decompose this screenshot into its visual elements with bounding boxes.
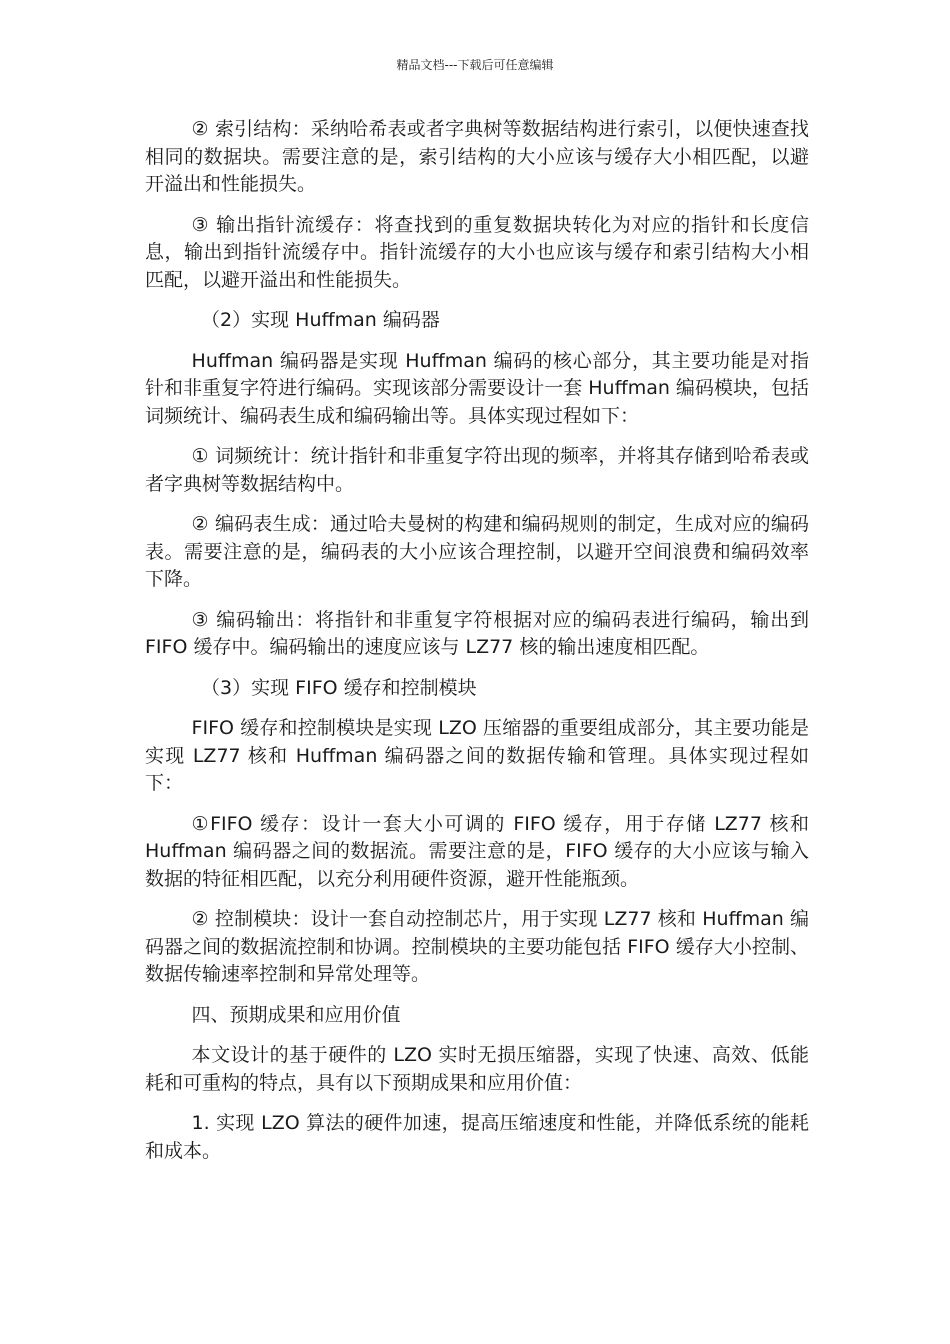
paragraph-pointer-stream-cache: ③ 输出指针流缓存：将查找到的重复数据块转化为对应的指针和长度信息，输出到指针流缓存中。指针流缓存的大小也应该与缓存和索引结构大小相匹配，以避开溢出和性能损失。 (145, 213, 809, 291)
page-header: 精品文档---下载后可任意编辑 (396, 58, 554, 72)
paragraph-control-module: ② 控制模块：设计一套自动控制芯片，用于实现 LZ77 核和 Huffman 编码器之间的数据流控制和协调。控制模块的主要功能包括 FIFO 缓存大小控制、数据传输速率控制和异常处理等。 (145, 908, 809, 985)
paragraph-huffman-intro: Huffman 编码器是实现 Huffman 编码的核心部分，其主要功能是对指针和非重复字符进行编码。实现该部分需要设计一套 Huffman 编码模块，包括词频统计、编码表生成和编码输出等。具体实现过程如下： (145, 349, 809, 427)
paragraph-fifo-intro: FIFO 缓存和控制模块是实现 LZO 压缩器的重要组成部分，其主要功能是实现 LZ77 核和 Huffman 编码器之间的数据传输和管理。具体实现过程如下： (145, 717, 809, 794)
paragraph-word-frequency: ① 词频统计：统计指针和非重复字符出现的频率，并将其存储到哈希表或者字典树等数据结构中。 (145, 445, 809, 495)
paragraph-code-table: ② 编码表生成：通过哈夫曼树的构建和编码规则的制定，生成对应的编码表。需要注意的是，编码表的大小应该合理控制，以避开空间浪费和编码效率下降。 (145, 513, 809, 590)
document-body (145, 116, 809, 1178)
paragraph-results-intro: 本文设计的基于硬件的 LZO 实时无损压缩器，实现了快速、高效、低能耗和可重构的特点，具有以下预期成果和应用价值： (145, 1044, 809, 1094)
paragraph-index-structure: ② 索引结构：采纳哈希表或者字典树等数据结构进行索引，以便快速查找相同的数据块。需要注意的是，索引结构的大小应该与缓存大小相匹配，以避开溢出和性能损失。 (145, 118, 809, 195)
section-heading-expected-results: 四、预期成果和应用价值 (191, 1003, 401, 1026)
section-heading-fifo: （3）实现 FIFO 缓存和控制模块 (201, 676, 477, 699)
paragraph-fifo-cache: ①FIFO 缓存：设计一套大小可调的 FIFO 缓存，用于存储 LZ77 核和 Huffman 编码器之间的数据流。需要注意的是，FIFO 缓存的大小应该与输入数据的特征相匹配，以充分利用硬件资源，避开性能瓶颈。 (145, 812, 809, 890)
paragraph-code-output: ③ 编码输出：将指针和非重复字符根据对应的编码表进行编码，输出到 FIFO 缓存中。编码输出的速度应该与 LZ77 核的输出速度相匹配。 (145, 608, 809, 658)
section-heading-huffman: （2）实现 Huffman 编码器 (201, 309, 440, 331)
paragraph-result-1: 1. 实现 LZO 算法的硬件加速，提高压缩速度和性能，并降低系统的能耗和成本。 (145, 1112, 809, 1162)
